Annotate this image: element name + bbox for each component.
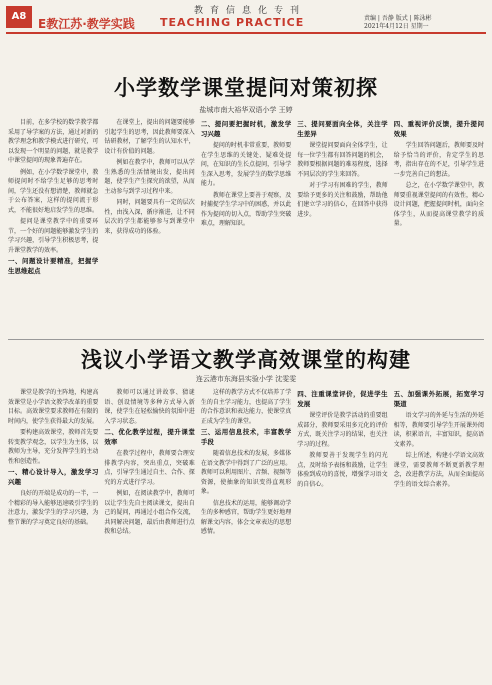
article-1-column: [104, 118, 194, 334]
article-2-paragraph: 综上所述，构建小学语文高效课堂，需要教师不断更新教学理念，改进教学方法，从而全面提高学生的语文综合素养。: [393, 452, 484, 488]
article-1-paragraph: 例如在教学中，教师可以从学生熟悉的生活情境出发，提出问题，使学生产生探究的欲望，从而主动参与到学习过程中来。: [104, 159, 195, 195]
article-2-paragraph: 这样的教学方式不仅培养了学生的自主学习能力，也提高了学生的合作意识和表达能力，使课堂真正成为学生的课堂。: [200, 389, 292, 425]
article-2-paragraph: 随着信息技术的发展，多媒体在语文教学中得到了广泛的应用。教师可以利用图片、音频、视频等资源，使抽象的知识变得直观形象。: [200, 450, 292, 495]
article-1-subhead: 四、重视评价反馈，提升提问效果: [393, 120, 484, 138]
article-1-body: [8, 118, 484, 334]
article-2-paragraph: 要构建高效课堂，教师首先要转变教学观念，以学生为主体，以教师为主导，充分发挥学生的主动性和创造性。: [8, 429, 99, 465]
article-2-paragraph: 信息技术的运用，能够调动学生的多种感官，帮助学生更好地理解课文内容，体会文章表达的思想感情。: [200, 499, 292, 535]
section-name: E教江苏·教学实践: [38, 17, 135, 31]
article-1-paragraph: 提问是课堂教学中的重要环节，一个好的问题能够激发学生的学习兴趣，引导学生积极思考，提升课堂教学的效率。: [8, 218, 99, 254]
masthead-rule: [6, 32, 486, 34]
article-1-paragraph: 课堂提问要面向全体学生，让每一位学生都有回答问题的机会，教师要根据问题的难易程度，选择不同层次的学生来回答。: [297, 142, 388, 178]
article-2-subhead: 四、注重课堂评价，促进学生发展: [297, 390, 388, 408]
article-1-paragraph: 学生回答问题后，教师要及时给予恰当的评价，肯定学生的思考，指出存在的不足，引导学生进一步完善自己的想法。: [393, 142, 484, 178]
article-1-column: [297, 118, 387, 334]
article-2-paragraph: 语文学习的外延与生活的外延相等，教师要引导学生开展课外阅读，积累语言，丰富知识，提高语文素养。: [393, 412, 484, 448]
edition-info: [364, 15, 484, 33]
article-2-paragraph: 教师可以通过讲故事、猜谜语、创设情境等多种方式导入新课，使学生在轻松愉快的氛围中进入学习状态。: [104, 389, 195, 425]
editor-line: 责编 | 吾静 版式 | 陈泳彬: [364, 15, 432, 22]
article-1-column: [8, 118, 98, 334]
article-1-subhead: 三、提问要面向全体，关注学生差异: [297, 120, 388, 138]
article-2-paragraph: 课堂评价是教学活动的重要组成部分，教师要采用多元化的评价方式，既关注学习的结果，也关注学习的过程。: [297, 412, 388, 448]
article-1-paragraph: 目前，在多学校的数学教学都采用了导学案的方法，通过对新的教学理念和教学模式进行研究，可以发现一个明显的问题，就是教学中课堂提问的现象普遍存在。: [8, 119, 99, 164]
article-2-paragraph: 例如，在阅读教学中，教师可以让学生先自主阅读课文，提出自己的疑问，再通过小组合作交流，共同解决问题，最后由教师进行点拨和总结。: [104, 490, 195, 535]
article-2-column: [8, 388, 98, 680]
article-1-paragraph: 总之，在小学数学课堂中，教师要重视课堂提问的有效性，精心设计问题，把握提问时机，面向全体学生，从而提高课堂教学的质量。: [393, 182, 484, 227]
date-line: 2021年4月12日 星期一: [364, 23, 429, 30]
article-2-column: [104, 388, 194, 680]
masthead: [0, 0, 492, 34]
article-1-column: [394, 118, 484, 334]
article-2-body: [8, 388, 484, 680]
article-1-paragraph: 例如，在小学数学课堂中，教师提问时不给学生足够的思考时间，学生还没有想清楚，教师就急于公布答案，这样的提问流于形式，不能很好地启发学生的思维。: [8, 168, 99, 214]
article-2-column: [201, 388, 291, 680]
masthead-top-line: 教育信息化专刊: [193, 6, 306, 16]
article-1-subhead: 二、提问要把握时机，激发学习兴趣: [200, 120, 292, 138]
article-2-paragraph: 在教学过程中，教师要合理安排教学内容，突出重点，突破难点，引导学生通过自主、合作、探究的方式进行学习。: [104, 450, 195, 486]
article-2-column: [297, 388, 387, 680]
article-2-byline: 连云港市东海县实验小学 沈雯雯: [195, 375, 297, 383]
article-2-paragraph: 课堂是教学的主阵地，构建高效课堂是小学语文教学改革的重要目标。高效课堂要求教师在有限的时间内，使学生获得最大的发展。: [8, 389, 99, 425]
article-2-subhead: 三、运用信息技术，丰富教学手段: [200, 428, 292, 446]
article-1-paragraph: 在课堂上，提出的问题要能够引起学生的思考，因此教师要深入钻研教材，了解学生的认知水平，设计有价值的问题。: [104, 119, 195, 155]
article-2-subhead: 二、优化教学过程，提升课堂效率: [104, 428, 195, 446]
article-1-paragraph: 提问的时机非常重要，教师要在学生思维的关键处、疑难处提问，在知识的生长点提问，引导学生深入思考，发展学生的数学思维能力。: [200, 142, 292, 187]
article-2-headline: 浅议小学语文教学高效课堂的构建: [81, 348, 411, 372]
section-english-name: TEACHING PRACTICE: [160, 16, 305, 29]
article-divider: [8, 339, 484, 340]
article-2-paragraph: 良好的开端是成功的一半，一个精彩的导入能够迅速吸引学生的注意力，激发学生的学习兴趣，为整节课的学习奠定良好的基础。: [8, 490, 99, 526]
article-2-paragraph: 教师要善于发现学生的闪光点，及时给予表扬和鼓励，让学生体验到成功的喜悦，增强学习语文的自信心。: [297, 452, 388, 488]
article-1-paragraph: 同时，问题要具有一定的层次性，由浅入深，循序渐进，让不同层次的学生都能够参与到课堂中来，获得成功的体验。: [104, 199, 195, 235]
article-2-column: [394, 388, 484, 680]
article-2-subhead: 一、精心设计导入，激发学习兴趣: [8, 468, 99, 486]
article-1-subhead: 一、问题设计要精准，把握学生思维起点: [8, 257, 99, 275]
article-1-paragraph: 教师在课堂上要善于观察，及时捕捉学生学习中的困惑，并以此作为提问的切入点，帮助学生突破难点，理解知识。: [200, 191, 292, 227]
article-2-subhead: 五、加强课外拓展，拓宽学习渠道: [393, 390, 484, 408]
article-1-byline: 盐城市南大裕华双语小学 王婷: [199, 106, 293, 114]
article-1-paragraph: 对于学习有困难的学生，教师要给予更多的关注和鼓励，帮助他们建立学习的信心，在回答中获得进步。: [297, 182, 388, 218]
page-number-badge: A8: [6, 6, 32, 28]
article-1-headline: 小学数学课堂提问对策初探: [114, 76, 378, 100]
article-1-column: [201, 118, 291, 334]
